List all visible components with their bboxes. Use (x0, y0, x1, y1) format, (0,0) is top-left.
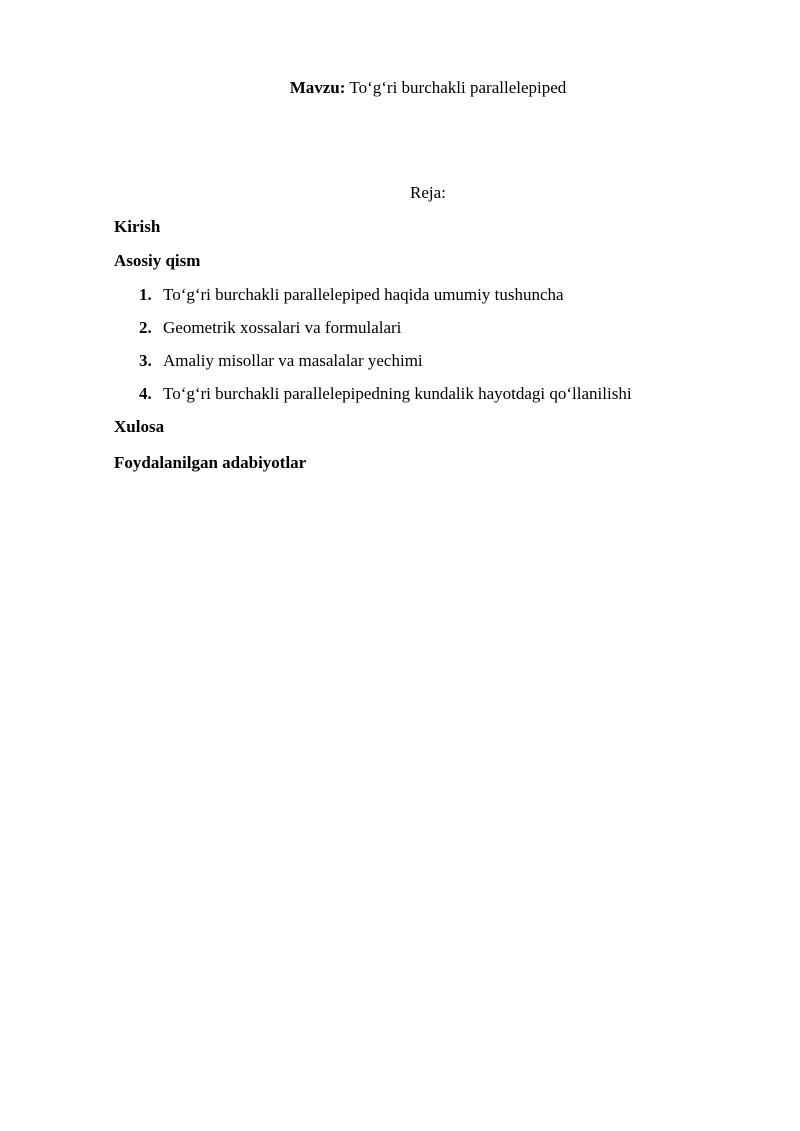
list-item-number: 1. (139, 285, 152, 304)
section-conclusion: Xulosa (114, 417, 165, 436)
topic-label: Mavzu: (289, 78, 346, 97)
main-list-item (139, 383, 632, 405)
plan-title: Reja: (410, 183, 446, 202)
list-item-text: To‘g‘ri burchakli parallelepipedning kundalik hayotdagi qo‘llanilishi (163, 384, 632, 403)
section-main: Asosiy qism (114, 251, 201, 270)
document-topic (0, 77, 800, 99)
list-item-text: Geometrik xossalari va formulalari (163, 318, 402, 337)
list-item-number: 2. (139, 318, 152, 337)
list-item-number: 3. (139, 351, 152, 370)
main-list-item (139, 284, 564, 306)
topic-title: To‘g‘ri burchakli parallelepiped (349, 78, 567, 97)
section-intro: Kirish (114, 217, 161, 236)
list-item-number: 4. (139, 384, 152, 403)
main-list-item (139, 317, 401, 339)
main-list-item (139, 350, 423, 372)
list-item-text: To‘g‘ri burchakli parallelepiped haqida umumiy tushuncha (163, 285, 564, 304)
section-references: Foydalanilgan adabiyotlar (114, 453, 307, 472)
list-item-text: Amaliy misollar va masalalar yechimi (163, 351, 423, 370)
